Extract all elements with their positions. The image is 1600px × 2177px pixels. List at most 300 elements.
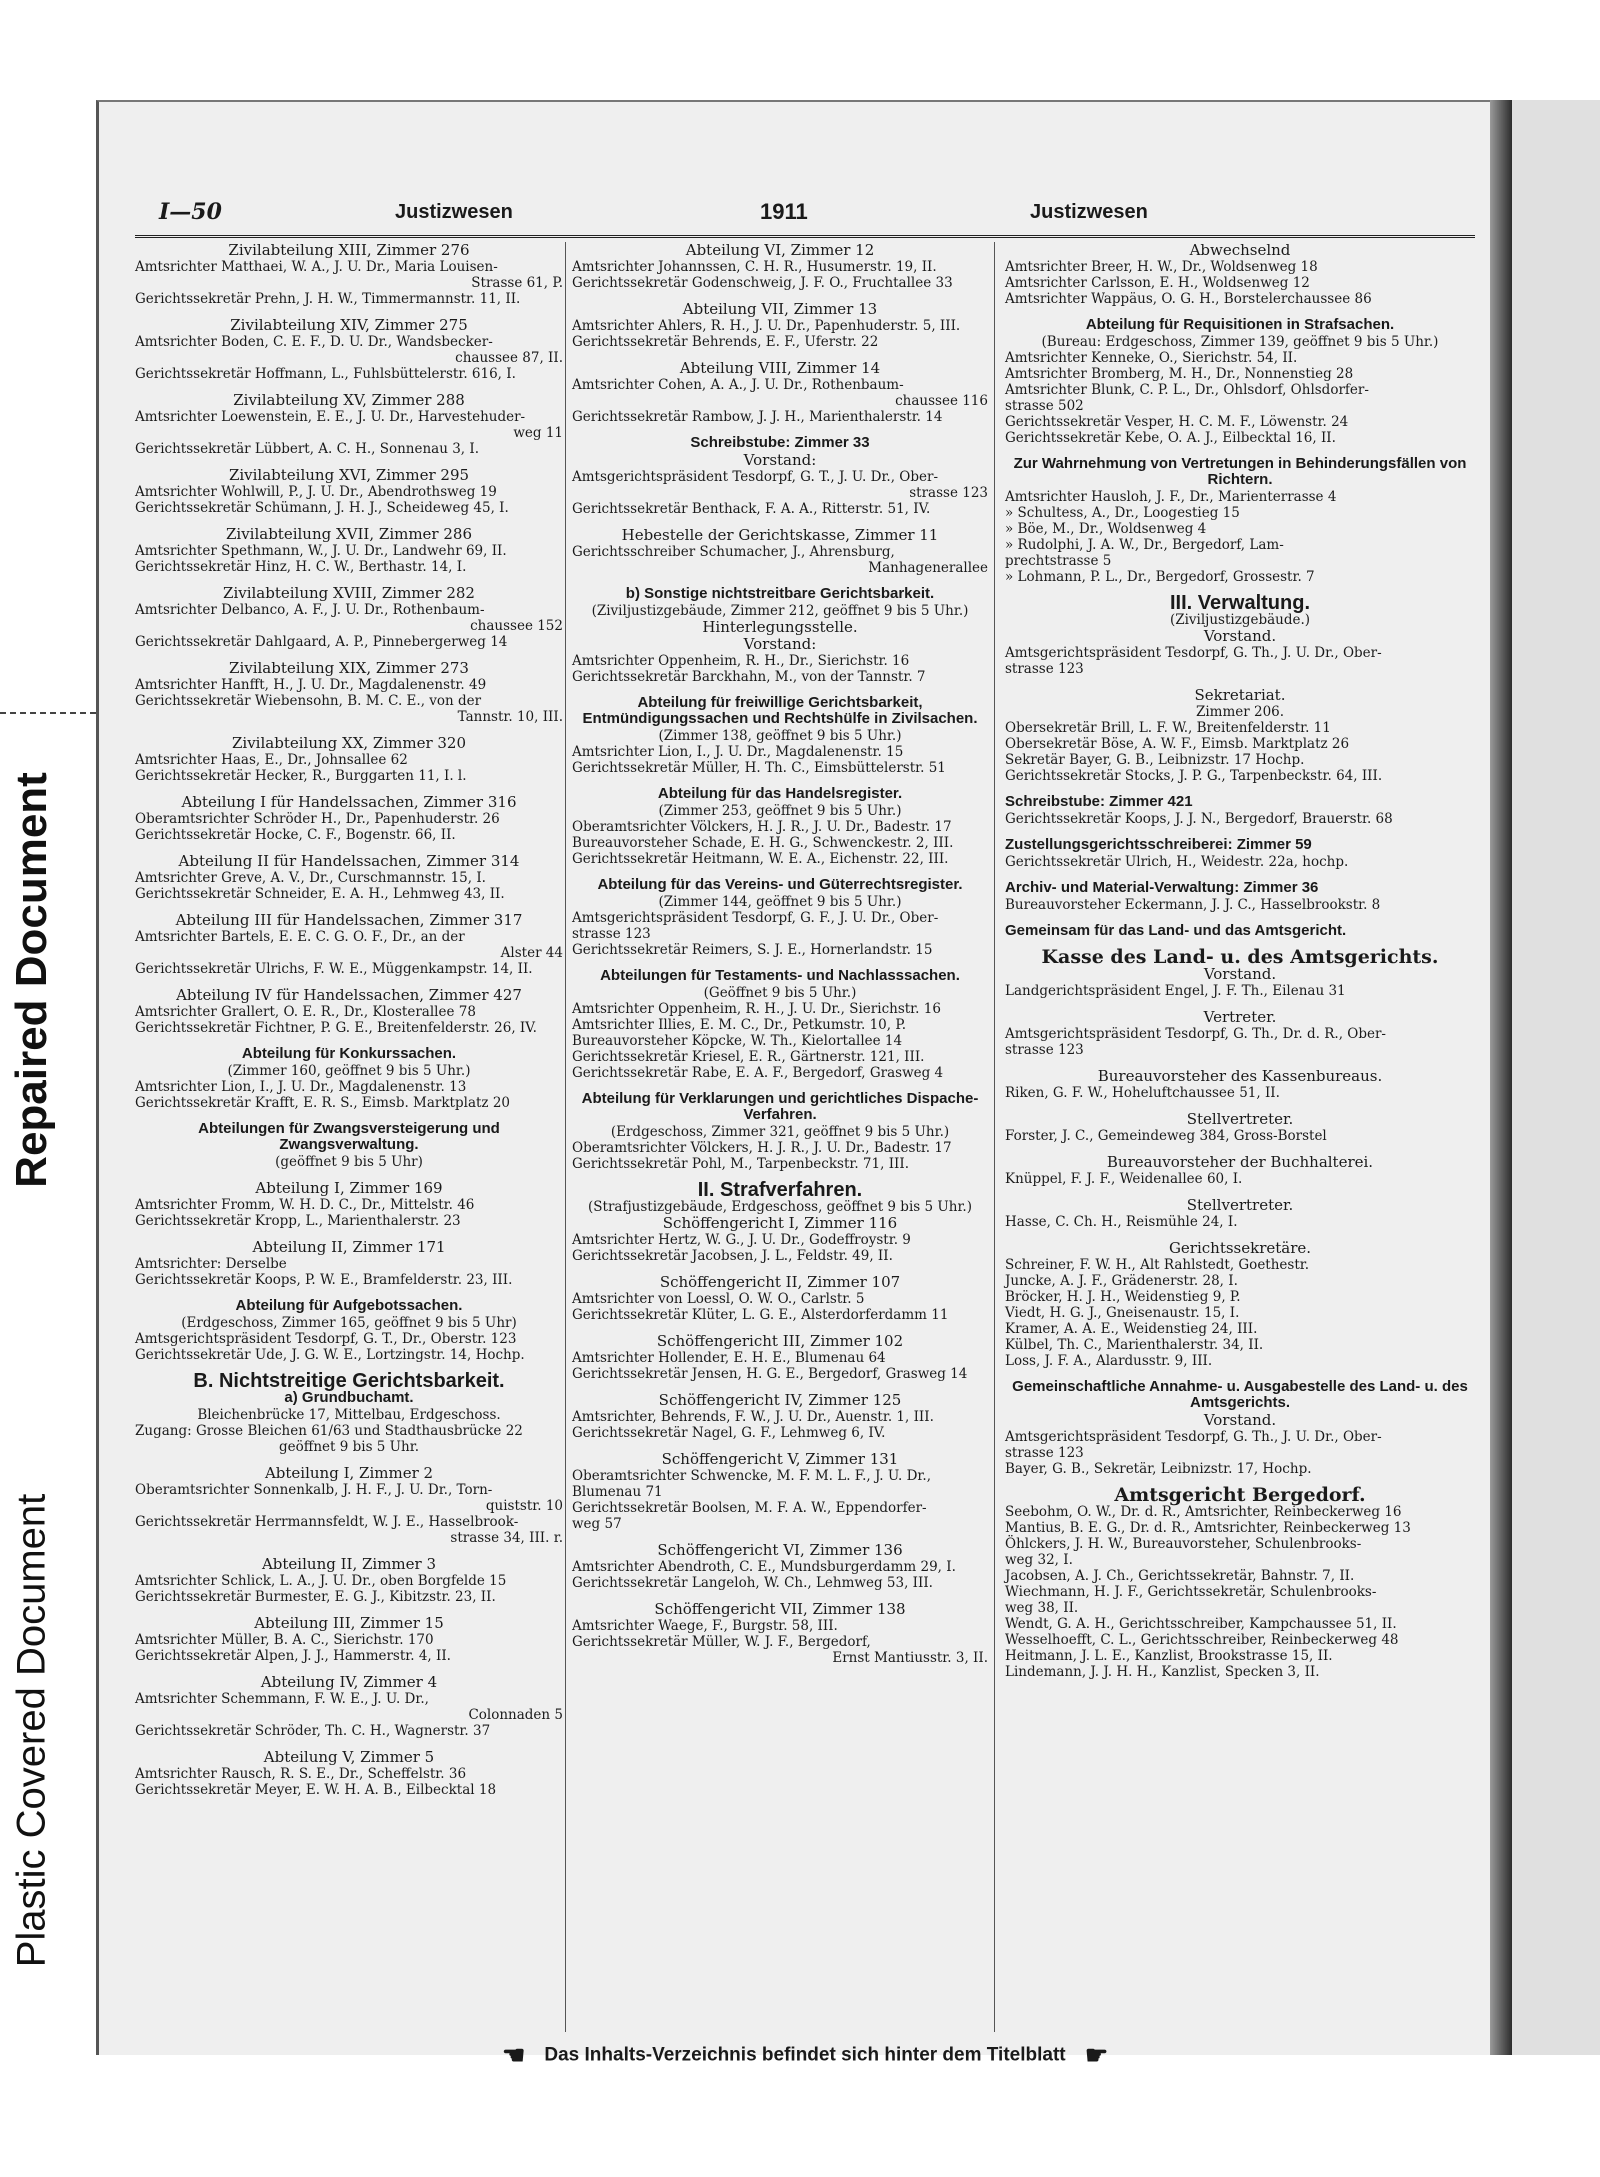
entry-line: Bayer, G. B., Sekretär, Leibnizstr. 17, Hochp. xyxy=(1005,1461,1312,1477)
entry-section xyxy=(572,301,988,350)
entry-section xyxy=(1005,1240,1475,1369)
section-heading: Vorstand: xyxy=(743,635,817,653)
column-1 xyxy=(135,242,563,1808)
entry-line: Gerichtssekretär Müller, H. Th. C., Eimsbüttelerstr. 51 xyxy=(572,760,946,776)
section-heading: Bureauvorsteher der Buchhalterei. xyxy=(1106,1153,1374,1171)
section-heading-bold: Abteilung für Aufgebotssachen. xyxy=(235,1297,463,1314)
section-heading: Gerichtssekretäre. xyxy=(1168,1239,1312,1257)
entry-line: Bureauvorsteher Schade, E. H. G., Schwenckestr. 2, III. xyxy=(572,835,954,851)
header-section-left: Justizwesen xyxy=(395,201,513,223)
section-heading: Abwechselnd xyxy=(1189,241,1291,259)
section-subheading: (Ziviljustizgebäude.) xyxy=(1169,612,1311,628)
section-heading: Zivilabteilung XVIII, Zimmer 282 xyxy=(223,584,475,602)
entry-line-continued: weg 11 xyxy=(513,425,563,441)
entry-line: Zugang: Grosse Bleichen 61/63 und Stadthausbrücke 22 xyxy=(135,1423,523,1439)
column-2 xyxy=(565,242,995,2032)
section-heading-bold: Gemeinsam für das Land- und das Amtsgericht. xyxy=(1005,922,1347,939)
section-heading: Zivilabteilung XIX, Zimmer 273 xyxy=(229,659,469,677)
section-heading: Abteilung VII, Zimmer 13 xyxy=(682,300,878,318)
entry-line: Gerichtssekretär Meyer, E. W. H. A. B., Eilbecktal 18 xyxy=(135,1782,497,1798)
section-heading: Abteilung IV, Zimmer 4 xyxy=(260,1673,438,1691)
section-heading: Schöffengericht I, Zimmer 116 xyxy=(662,1214,898,1232)
section-heading: Hinterlegungsstelle. xyxy=(702,618,858,636)
entry-line: Gerichtssekretär Schröder, Th. C. H., Wagnerstr. 37 xyxy=(135,1723,491,1739)
entry-line: Gerichtssekretär Müller, W. J. F., Bergedorf, xyxy=(572,1634,871,1650)
entry-section xyxy=(135,392,563,457)
section-heading: Schöffengericht III, Zimmer 102 xyxy=(656,1332,904,1350)
section-heading-bold: Abteilung für Requisitionen in Strafsachen. xyxy=(1085,316,1395,333)
entry-line: Amtsgerichtspräsident Tesdorpf, G. Th., J. U. Dr., Ober- xyxy=(1005,1429,1382,1445)
entry-section xyxy=(572,695,988,776)
entry-line: Amtsrichter Fromm, W. H. D. C., Dr., Mittelstr. 46 xyxy=(135,1197,475,1213)
section-heading-bold: Abteilung für Konkurssachen. xyxy=(241,1045,457,1062)
entry-line: » Lohmann, P. L., Dr., Bergedorf, Grossestr. 7 xyxy=(1005,569,1315,585)
entry-section xyxy=(572,877,988,958)
entry-line: Gerichtssekretär Nagel, G. F., Lehmweg 6, IV. xyxy=(572,1425,886,1441)
label-separator xyxy=(0,712,96,714)
entry-line: Gerichtssekretär Dahlgaard, A. P., Pinnebergerweg 14 xyxy=(135,634,508,650)
entry-line: Wendt, G. A. H., Gerichtsschreiber, Kampchaussee 51, II. xyxy=(1005,1616,1397,1632)
entry-section xyxy=(135,1239,563,1288)
entry-section xyxy=(572,435,988,517)
entry-line: Amtsrichter Cohen, A. A., J. U. Dr., Rothenbaum- xyxy=(572,377,904,393)
entry-line: Gerichtssekretär Barckhahn, M., von der Tannstr. 7 xyxy=(572,669,926,685)
entry-line: Loss, J. F. A., Alardusstr. 9, III. xyxy=(1005,1353,1213,1369)
entry-line: Riken, G. F. W., Hoheluftchaussee 51, II. xyxy=(1005,1085,1280,1101)
entry-line: strasse 123 xyxy=(1005,1445,1084,1461)
entry-line: Wiechmann, H. J. F., Gerichtssekretär, Schulenbrooks- xyxy=(1005,1584,1377,1600)
column-3 xyxy=(997,242,1475,1690)
section-heading-bold: Abteilung für Verklarungen und gerichtliches Dispache-Verfahren. xyxy=(581,1090,979,1123)
entry-line: Amtsrichter Haas, E., Dr., Johnsallee 62 xyxy=(135,752,408,768)
entry-section xyxy=(135,912,563,977)
entry-line: Gerichtssekretär Hinz, H. C. W., Berthastr. 14, I. xyxy=(135,559,467,575)
section-subheading: (Zimmer 138, geöffnet 9 bis 5 Uhr.) xyxy=(658,728,902,744)
entry-line: prechtstrasse 5 xyxy=(1005,553,1112,569)
entry-line: Gerichtssekretär Jacobsen, J. L., Feldstr. 49, II. xyxy=(572,1248,893,1264)
entry-section xyxy=(135,1180,563,1229)
section-heading: Abteilung III, Zimmer 15 xyxy=(254,1614,444,1632)
entry-section xyxy=(1005,946,1475,999)
section-heading: Abteilung III für Handelssachen, Zimmer 317 xyxy=(175,911,523,929)
entry-line: Amtsrichter Illies, E. M. C., Dr., Petkumstr. 10, P. xyxy=(572,1017,906,1033)
entry-line: Gerichtssekretär Stocks, J. P. G., Tarpenbeckstr. 64, III. xyxy=(1005,768,1383,784)
entry-line: Amtsrichter Oppenheim, R. H., J. U. Dr., Sierichstr. 16 xyxy=(572,1001,941,1017)
entry-line: Gerichtssekretär Hocke, C. F., Bogenstr. 66, II. xyxy=(135,827,456,843)
entry-section xyxy=(572,527,988,576)
entry-line: Amtsrichter von Loessl, O. W. O., Carlstr. 5 xyxy=(572,1291,865,1307)
entry-section xyxy=(135,1121,563,1170)
section-heading-major: II. Strafverfahren. xyxy=(697,1179,863,1201)
entry-line: Gerichtssekretär Wiebensohn, B. M. C. E., von der xyxy=(135,693,482,709)
section-heading: Abteilung VI, Zimmer 12 xyxy=(685,241,875,259)
entry-line: Gerichtssekretär Jensen, H. G. E., Bergedorf, Grasweg 14 xyxy=(572,1366,968,1382)
entry-line-continued: quiststr. 10 xyxy=(485,1498,563,1514)
section-heading-bold: Schreibstube: Zimmer 33 xyxy=(690,434,870,451)
section-heading: Schöffengericht V, Zimmer 131 xyxy=(661,1450,899,1468)
entry-section xyxy=(1005,923,1475,939)
entry-line-continued: Colonnaden 5 xyxy=(468,1707,563,1723)
section-heading-major: Kasse des Land- u. des Amtsgerichts. xyxy=(1041,946,1439,968)
entry-line: Obersekretär Brill, L. F. W., Breitenfelderstr. 11 xyxy=(1005,720,1331,736)
entry-line: Amtsrichter Bromberg, M. H., Dr., Nonnenstieg 28 xyxy=(1005,366,1354,382)
entry-section xyxy=(135,1298,563,1363)
entry-line: Gerichtssekretär Kropp, L., Marienthalerstr. 23 xyxy=(135,1213,461,1229)
entry-line: Gerichtssekretär Ude, J. G. W. E., Lortzingstr. 14, Hochp. xyxy=(135,1347,525,1363)
entry-section xyxy=(1005,1111,1475,1144)
entry-line: Öhlckers, J. H. W., Bureauvorsteher, Schulenbrooks- xyxy=(1005,1536,1362,1552)
entry-section xyxy=(572,1451,988,1532)
entry-line: Gerichtssekretär Langeloh, W. Ch., Lehmweg 53, III. xyxy=(572,1575,933,1591)
entry-section xyxy=(1005,1009,1475,1058)
entry-line: » Rudolphi, J. A. W., Dr., Bergedorf, Lam- xyxy=(1005,537,1284,553)
entry-section xyxy=(1005,456,1475,585)
section-subheading: Zimmer 206. xyxy=(1195,704,1285,720)
entry-line: Gerichtssekretär Fichtner, P. G. E., Breitenfelderstr. 26, IV. xyxy=(135,1020,537,1036)
section-subheading: (Erdgeschoss, Zimmer 321, geöffnet 9 bis 5 Uhr.) xyxy=(610,1124,950,1140)
entry-line: Gerichtssekretär Vesper, H. C. M. F., Löwenstr. 24 xyxy=(1005,414,1349,430)
section-heading: Zivilabteilung XX, Zimmer 320 xyxy=(231,734,467,752)
section-heading-bold: Abteilung für das Vereins- und Güterrechtsregister. xyxy=(597,876,963,893)
entry-section xyxy=(135,467,563,516)
entry-line: Gerichtsschreiber Schumacher, J., Ahrensburg, xyxy=(572,544,895,560)
entry-line: Amtsrichter Delbanco, A. F., J. U. Dr., Rothenbaum- xyxy=(135,602,485,618)
entry-line-continued: Manhagenerallee xyxy=(868,560,988,576)
entry-section xyxy=(572,586,988,685)
section-heading: Vorstand. xyxy=(1203,1411,1277,1429)
entry-line: Amtsgerichtspräsident Tesdorpf, G. Th., Dr. d. R., Ober- xyxy=(1005,1026,1386,1042)
entry-line: Amtsrichter: Derselbe xyxy=(135,1256,287,1272)
entry-line: Oberamtsrichter Schwencke, M. F. M. L. F., J. U. Dr., xyxy=(572,1468,931,1484)
entry-line: Gerichtssekretär Herrmannsfeldt, W. J. E., Hasselbrook- xyxy=(135,1514,519,1530)
section-heading: Abteilung IV für Handelssachen, Zimmer 427 xyxy=(176,986,522,1004)
entry-line: Oberamtsrichter Völckers, H. J. R., J. U. Dr., Badestr. 17 xyxy=(572,1140,952,1156)
section-heading: Stellvertreter. xyxy=(1186,1196,1294,1214)
section-heading-bold: Abteilung für freiwillige Gerichtsbarkeit, Entmündigungssachen und Rechtshülfe in Zivilsachen. xyxy=(582,694,978,727)
entry-line-continued: chaussee 116 xyxy=(895,393,988,409)
section-heading: Abteilung V, Zimmer 5 xyxy=(263,1748,435,1766)
entry-line: Amtsrichter Blunk, C. P. L., Dr., Ohlsdorf, Ohlsdorfer- xyxy=(1005,382,1369,398)
pointing-hand-icon: ☛ xyxy=(1084,2040,1109,2070)
entry-line: Amtsrichter Matthaei, W. A., J. U. Dr., Maria Louisen- xyxy=(135,259,498,275)
entry-line: Juncke, A. J. F., Grädenerstr. 28, I. xyxy=(1005,1273,1238,1289)
entry-line: Knüppel, F. J. F., Weidenallee 60, I. xyxy=(1005,1171,1243,1187)
entry-line: Obersekretär Böse, A. W. F., Eimsb. Marktplatz 26 xyxy=(1005,736,1350,752)
entry-line: Gerichtssekretär Rabe, E. A. F., Bergedorf, Grasweg 4 xyxy=(572,1065,944,1081)
entry-line: Gerichtssekretär Klüter, L. G. E., Alsterdorferdamm 11 xyxy=(572,1307,949,1323)
entry-line: Amtsrichter Boden, C. E. F., D. U. Dr., Wandsbecker- xyxy=(135,334,493,350)
entry-line: weg 38, II. xyxy=(1005,1600,1079,1616)
section-subheading: geöffnet 9 bis 5 Uhr. xyxy=(278,1439,420,1455)
entry-line: Gerichtssekretär Lübbert, A. C. H., Sonnenau 3, I. xyxy=(135,441,479,457)
section-heading-bold: b) Sonstige nichtstreitbare Gerichtsbarkeit. xyxy=(625,585,935,602)
entry-section xyxy=(1005,880,1475,913)
entry-section xyxy=(572,1333,988,1382)
entry-line: Oberamtsrichter Völckers, H. J. R., J. U. Dr., Badestr. 17 xyxy=(572,819,952,835)
entry-line: strasse 502 xyxy=(1005,398,1084,414)
entry-line: Gerichtssekretär Kriesel, E. R., Gärtnerstr. 121, III. xyxy=(572,1049,925,1065)
entry-line: Amtsrichter Müller, B. A. C., Sierichstr. 170 xyxy=(135,1632,434,1648)
section-heading-bold: Gemeinschaftliche Annahme- u. Ausgabestelle des Land- u. des Amtsgerichts. xyxy=(1012,1378,1468,1411)
entry-line: Gerichtssekretär Hecker, R., Burggarten 11, I. l. xyxy=(135,768,467,784)
entry-line: Gerichtssekretär Benthack, F. A. A., Ritterstr. 51, IV. xyxy=(572,501,931,517)
entry-line: Amtsgerichtspräsident Tesdorpf, G. Th., J. U. Dr., Ober- xyxy=(1005,645,1382,661)
entry-line: Amtsgerichtspräsident Tesdorpf, G. F., J. U. Dr., Ober- xyxy=(572,910,939,926)
entry-line: Gerichtssekretär Burmester, E. G. J., Kibitzstr. 23, II. xyxy=(135,1589,496,1605)
entry-line: Amtsrichter Kenneke, O., Sierichstr. 54, II. xyxy=(1005,350,1298,366)
repaired-document-label: Repaired Document xyxy=(7,772,57,1188)
entry-section xyxy=(135,242,563,307)
page-header xyxy=(135,200,1475,238)
entry-line-continued: strasse 123 xyxy=(909,485,988,501)
entry-line: Amtsrichter Wappäus, O. G. H., Borstelerchaussee 86 xyxy=(1005,291,1372,307)
entry-section xyxy=(572,1601,988,1666)
entry-line: Gerichtssekretär Koops, P. W. E., Bramfelderstr. 23, III. xyxy=(135,1272,513,1288)
entry-line: Amtsrichter Abendroth, C. E., Mundsburgerdamm 29, I. xyxy=(572,1559,956,1575)
section-heading: Zivilabteilung XVI, Zimmer 295 xyxy=(228,466,470,484)
entry-section xyxy=(572,360,988,425)
section-subheading: (Erdgeschoss, Zimmer 165, geöffnet 9 bis 5 Uhr) xyxy=(181,1315,517,1331)
section-subheading: (Geöffnet 9 bis 5 Uhr.) xyxy=(703,985,857,1001)
entry-line: Gerichtssekretär Kebe, O. A. J., Eilbecktal 16, II. xyxy=(1005,430,1336,446)
entry-section xyxy=(135,1749,563,1798)
section-heading-bold: Zur Wahrnehmung von Vertretungen in Behinderungsfällen von Richtern. xyxy=(1013,455,1467,488)
section-heading-bold: Archiv- und Material-Verwaltung: Zimmer 36 xyxy=(1005,879,1319,896)
entry-section xyxy=(572,1392,988,1441)
section-heading: Abteilung II, Zimmer 3 xyxy=(261,1555,437,1573)
entry-line: Amtsrichter Wohlwill, P., J. U. Dr., Abendrothsweg 19 xyxy=(135,484,497,500)
entry-line: Seebohm, O. W., Dr. d. R., Amtsrichter, Reinbeckerweg 16 xyxy=(1005,1504,1402,1520)
entry-section xyxy=(135,1046,563,1111)
section-heading: Zivilabteilung XV, Zimmer 288 xyxy=(233,391,465,409)
entry-line: Schreiner, F. W. H., Alt Rahlstedt, Goethestr. xyxy=(1005,1257,1310,1273)
section-heading: Vertreter. xyxy=(1203,1008,1277,1026)
entry-section xyxy=(572,242,988,291)
entry-line: Gerichtssekretär Pohl, M., Tarpenbeckstr. 71, III. xyxy=(572,1156,909,1172)
section-heading: Sekretariat. xyxy=(1194,686,1286,704)
section-heading: Vorstand. xyxy=(1203,965,1277,983)
entry-section xyxy=(1005,242,1475,307)
entry-line: Külbel, Th. C., Marienthalerstr. 34, II. xyxy=(1005,1337,1264,1353)
entry-line: Landgerichtspräsident Engel, J. F. Th., Eilenau 31 xyxy=(1005,983,1346,999)
entry-line: Amtsrichter Bartels, E. E. C. G. O. F., Dr., an der xyxy=(135,929,465,945)
pointing-hand-icon: ☛ xyxy=(501,2040,526,2070)
section-heading: Hebestelle der Gerichtskasse, Zimmer 11 xyxy=(621,526,939,544)
entry-section xyxy=(572,1274,988,1323)
entry-line: Amtsrichter Loewenstein, E. E., J. U. Dr., Harvestehuder- xyxy=(135,409,526,425)
entry-line: Gerichtssekretär Rambow, J. J. H., Marienthalerstr. 14 xyxy=(572,409,943,425)
entry-section xyxy=(1005,1379,1475,1477)
entry-line-continued: Alster 44 xyxy=(500,945,563,961)
section-subheading: (Ziviljustizgebäude, Zimmer 212, geöffnet 9 bis 5 Uhr.) xyxy=(591,603,969,619)
section-heading-major: III. Verwaltung. xyxy=(1169,592,1311,614)
entry-section xyxy=(572,1179,988,1264)
header-section-right: Justizwesen xyxy=(1030,201,1148,223)
entry-line: Gerichtssekretär Schümann, J. H. J., Scheideweg 45, I. xyxy=(135,500,509,516)
entry-section xyxy=(1005,1484,1475,1680)
section-heading-major: B. Nichtstreitige Gerichtsbarkeit. xyxy=(193,1370,505,1392)
entry-line: Amtsrichter Hanfft, H., J. U. Dr., Magdalenenstr. 49 xyxy=(135,677,487,693)
entry-line: Mantius, B. E. G., Dr. d. R., Amtsrichter, Reinbeckerweg 13 xyxy=(1005,1520,1411,1536)
entry-section xyxy=(1005,592,1475,677)
entry-section xyxy=(1005,794,1475,827)
page-gutter-shadow xyxy=(1490,100,1512,2055)
entry-section xyxy=(135,735,563,784)
section-heading: Abteilung II, Zimmer 171 xyxy=(252,1238,446,1256)
entry-section xyxy=(572,786,988,867)
entry-line: Gerichtssekretär Krafft, E. R. S., Eimsb. Marktplatz 20 xyxy=(135,1095,510,1111)
section-subheading: (Zimmer 160, geöffnet 9 bis 5 Uhr.) xyxy=(227,1063,471,1079)
entry-line: Gerichtssekretär Behrends, E. F., Uferstr. 22 xyxy=(572,334,879,350)
section-subheading: (geöffnet 9 bis 5 Uhr) xyxy=(275,1154,423,1170)
section-subheading: (Strafjustizgebäude, Erdgeschoss, geöffnet 9 bis 5 Uhr.) xyxy=(588,1199,972,1215)
entry-line: Gerichtssekretär Ulrich, H., Weidestr. 22a, hochp. xyxy=(1005,854,1349,870)
section-heading: Bureauvorsteher des Kassenbureaus. xyxy=(1097,1067,1383,1085)
entry-line: Gerichtssekretär Godenschweig, J. F. O., Fruchtallee 33 xyxy=(572,275,953,291)
entry-line: Amtsrichter Lion, I., J. U. Dr., Magdalenenstr. 15 xyxy=(572,744,904,760)
entry-section xyxy=(135,660,563,725)
entry-line: Amtsrichter Spethmann, W., J. U. Dr., Landwehr 69, II. xyxy=(135,543,507,559)
adjacent-page-edge xyxy=(1512,100,1600,2055)
entry-line: Amtsrichter Hertz, W. G., J. U. Dr., Godeffroystr. 9 xyxy=(572,1232,911,1248)
entry-line-continued: chaussee 152 xyxy=(470,618,563,634)
section-heading-bold: Zustellungsgerichtsschreiberei: Zimmer 59 xyxy=(1005,836,1312,853)
section-heading: Vorstand: xyxy=(743,451,817,469)
entry-line: Oberamtsrichter Sonnenkalb, J. H. F., J. U. Dr., Torn- xyxy=(135,1482,493,1498)
entry-line-continued: chaussee 87, II. xyxy=(455,350,563,366)
entry-section xyxy=(135,585,563,650)
entry-line: Amtsgerichtspräsident Tesdorpf, G. T., Dr., Oberstr. 123 xyxy=(135,1331,517,1347)
entry-line: Amtsrichter Rausch, R. S. E., Dr., Scheffelstr. 36 xyxy=(135,1766,467,1782)
entry-line: Blumenau 71 xyxy=(572,1484,663,1500)
entry-line: Gerichtssekretär Ulrichs, F. W. E., Müggenkampstr. 14, II. xyxy=(135,961,533,977)
entry-line: Bröcker, H. J. H., Weidenstieg 9, P. xyxy=(1005,1289,1241,1305)
section-heading: Zivilabteilung XVII, Zimmer 286 xyxy=(225,525,473,543)
section-heading: Schöffengericht VII, Zimmer 138 xyxy=(654,1600,906,1618)
entry-line: Amtsrichter Ahlers, R. H., J. U. Dr., Papenhuderstr. 5, III. xyxy=(572,318,961,334)
section-heading: Abteilung I für Handelssachen, Zimmer 316 xyxy=(181,793,517,811)
entry-line: Amtsrichter Hausloh, J. F., Dr., Marienterrasse 4 xyxy=(1005,489,1337,505)
entry-line: Gerichtssekretär Schneider, E. A. H., Lehmweg 43, II. xyxy=(135,886,505,902)
entry-line: Hasse, C. Ch. H., Reismühle 24, I. xyxy=(1005,1214,1238,1230)
entry-line: Bureauvorsteher Eckermann, J. J. C., Hasselbrookstr. 8 xyxy=(1005,897,1381,913)
entry-line-continued: Tannstr. 10, III. xyxy=(457,709,563,725)
section-heading: Schöffengericht VI, Zimmer 136 xyxy=(657,1541,903,1559)
section-heading-bold: Abteilungen für Zwangsversteigerung und Zwangsverwaltung. xyxy=(198,1120,500,1153)
footer-text: Das Inhalts-Verzeichnis befindet sich hinter dem Titelblatt xyxy=(544,2044,1066,2066)
section-heading: Vorstand. xyxy=(1203,627,1277,645)
entry-line: weg 57 xyxy=(572,1516,622,1532)
section-heading-major: Amtsgericht Bergedorf. xyxy=(1114,1484,1366,1506)
plastic-covered-label: Plastic Covered Document xyxy=(9,1493,54,1967)
entry-section xyxy=(135,1674,563,1739)
section-heading: Abteilung I, Zimmer 169 xyxy=(255,1179,443,1197)
entry-line-continued: strasse 34, III. r. xyxy=(450,1530,563,1546)
entry-section xyxy=(1005,837,1475,870)
entry-line: » Schultess, A., Dr., Loogestieg 15 xyxy=(1005,505,1240,521)
entry-section xyxy=(1005,1154,1475,1187)
entry-line: Amtsrichter, Behrends, F. W., J. U. Dr., Auenstr. 1, III. xyxy=(572,1409,934,1425)
entry-line: Jacobsen, A. J. Ch., Gerichtssekretär, Bahnstr. 7, II. xyxy=(1005,1568,1355,1584)
document-page xyxy=(135,200,1475,2040)
section-heading: Abteilung I, Zimmer 2 xyxy=(264,1464,434,1482)
entry-line: Amtsrichter Schemmann, F. W. E., J. U. Dr., xyxy=(135,1691,429,1707)
section-subheading: (Bureau: Erdgeschoss, Zimmer 139, geöffnet 9 bis 5 Uhr.) xyxy=(1041,334,1439,350)
section-heading-bold: Schreibstube: Zimmer 421 xyxy=(1005,793,1193,810)
entry-line: Amtsrichter Waege, F., Burgstr. 58, III. xyxy=(572,1618,838,1634)
entry-section xyxy=(1005,1197,1475,1230)
section-subheading: (Zimmer 253, geöffnet 9 bis 5 Uhr.) xyxy=(658,803,902,819)
entry-line: Amtsrichter Schlick, L. A., J. U. Dr., oben Borgfelde 15 xyxy=(135,1573,507,1589)
page-footer xyxy=(135,2040,1475,2071)
entry-section xyxy=(135,1615,563,1664)
section-heading-bold: a) Grundbuchamt. xyxy=(284,1389,414,1406)
entry-line: Amtsrichter Greve, A. V., Dr., Curschmannstr. 15, I. xyxy=(135,870,486,886)
entry-section xyxy=(572,968,988,1081)
entry-section xyxy=(135,987,563,1036)
entry-section xyxy=(1005,1068,1475,1101)
entry-line: Lindemann, J. J. H. H., Kanzlist, Specken 3, II. xyxy=(1005,1664,1320,1680)
entry-line: strasse 123 xyxy=(572,926,651,942)
entry-line: Gerichtssekretär Prehn, J. H. W., Timmermannstr. 11, II. xyxy=(135,291,521,307)
entry-line: Gerichtssekretär Boolsen, M. F. A. W., Eppendorfer- xyxy=(572,1500,927,1516)
entry-line-continued: Ernst Mantiusstr. 3, II. xyxy=(832,1650,988,1666)
entry-line: strasse 123 xyxy=(1005,661,1084,677)
header-year: 1911 xyxy=(760,199,808,224)
entry-section xyxy=(572,1542,988,1591)
entry-line: Amtsrichter Lion, I., J. U. Dr., Magdalenenstr. 13 xyxy=(135,1079,467,1095)
entry-section xyxy=(135,853,563,902)
entry-line: Amtsrichter Carlsson, E. H., Woldsenweg 12 xyxy=(1005,275,1310,291)
entry-line: Gerichtssekretär Hoffmann, L., Fuhlsbüttelerstr. 616, I. xyxy=(135,366,516,382)
section-heading: Stellvertreter. xyxy=(1186,1110,1294,1128)
section-heading: Schöffengericht II, Zimmer 107 xyxy=(659,1273,901,1291)
entry-line: Amtsrichter Breer, H. W., Dr., Woldsenweg 18 xyxy=(1005,259,1318,275)
entry-line: » Böe, M., Dr., Woldsenweg 4 xyxy=(1005,521,1207,537)
entry-section xyxy=(135,526,563,575)
entry-line: Amtsrichter Hollender, E. H. E., Blumenau 64 xyxy=(572,1350,886,1366)
entry-line: Bureauvorsteher Köpcke, W. Th., Kielortallee 14 xyxy=(572,1033,903,1049)
entry-section xyxy=(1005,317,1475,446)
entry-line: Gerichtssekretär Koops, J. J. N., Bergedorf, Brauerstr. 68 xyxy=(1005,811,1393,827)
entry-line: Sekretär Bayer, G. B., Leibnizstr. 17 Hochp. xyxy=(1005,752,1305,768)
entry-line: Amtsgerichtspräsident Tesdorpf, G. T., J. U. Dr., Ober- xyxy=(572,469,939,485)
section-heading: Zivilabteilung XIV, Zimmer 275 xyxy=(230,316,468,334)
entry-line: Oberamtsrichter Schröder H., Dr., Papenhuderstr. 26 xyxy=(135,811,500,827)
entry-line: Gerichtssekretär Alpen, J. J., Hammerstr. 4, II. xyxy=(135,1648,451,1664)
section-heading: Zivilabteilung XIII, Zimmer 276 xyxy=(228,241,470,259)
section-heading-bold: Abteilungen für Testaments- und Nachlasssachen. xyxy=(600,967,960,984)
entry-line: Wesselhoefft, C. L., Gerichtsschreiber, Reinbeckerweg 48 xyxy=(1005,1632,1399,1648)
section-subheading: (Zimmer 144, geöffnet 9 bis 5 Uhr.) xyxy=(658,894,902,910)
entry-section xyxy=(1005,687,1475,784)
section-heading: Abteilung VIII, Zimmer 14 xyxy=(679,359,881,377)
section-heading: Abteilung II für Handelssachen, Zimmer 314 xyxy=(178,852,520,870)
entry-section xyxy=(572,1091,988,1172)
entry-line: Kramer, A. A. E., Weidenstieg 24, III. xyxy=(1005,1321,1258,1337)
entry-line: Amtsrichter Johannssen, C. H. R., Husumerstr. 19, II. xyxy=(572,259,937,275)
entry-line-continued: Strasse 61, P. xyxy=(471,275,563,291)
entry-line: Heitmann, J. L. E., Kanzlist, Brookstrasse 15, II. xyxy=(1005,1648,1333,1664)
entry-line: Amtsrichter Oppenheim, R. H., Dr., Sierichstr. 16 xyxy=(572,653,910,669)
page-number: I—50 xyxy=(159,199,222,225)
entry-section xyxy=(135,1465,563,1546)
entry-line: Forster, J. C., Gemeindeweg 384, Gross-Borstel xyxy=(1005,1128,1327,1144)
entry-section xyxy=(135,1370,563,1455)
entry-line: Viedt, H. G. J., Gneisenaustr. 15, I. xyxy=(1005,1305,1240,1321)
entry-line: strasse 123 xyxy=(1005,1042,1084,1058)
entry-section xyxy=(135,1556,563,1605)
